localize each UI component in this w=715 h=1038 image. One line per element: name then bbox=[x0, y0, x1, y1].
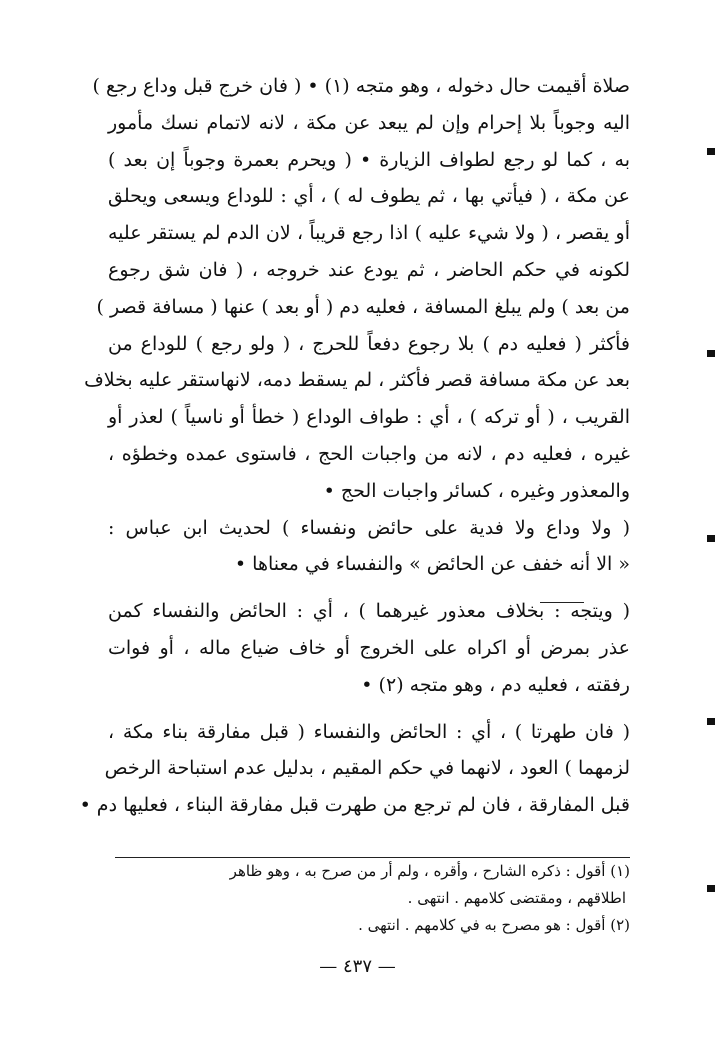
text-line: بعد عن مكة مسافة قصر فأكثر ، لم يسقط دمه، لانهاستقر عليه بخلاف bbox=[84, 369, 630, 392]
text-line: عن مكة ، ( فيأتي بها ، ثم يطوف له ) ، أي : للوداع ويسعى ويحلق bbox=[108, 185, 630, 208]
paragraph-gap bbox=[108, 704, 630, 714]
main-text bbox=[79, 68, 630, 824]
text-line: لكونه في حكم الحاضر ، ثم يودع عند خروجه ، ( فان شق رجوع bbox=[108, 258, 630, 281]
text-line: صلاة أقيمت حال دخوله ، وهو متجه (١) • ( فان خرج قبل وداع رجع ) bbox=[92, 75, 630, 97]
text-line: فأكثر ( فعليه دم ) بلا رجوع دفعاً للحرج ، ( ولو رجع ) للوداع من bbox=[108, 332, 630, 355]
text-line: من بعد ) ولم يبلغ المسافة ، فعليه دم ( أو بعد ) عنها ( مسافة قصر ) bbox=[96, 295, 630, 318]
margin-mark bbox=[707, 885, 715, 892]
margin-mark bbox=[707, 535, 715, 542]
text-line: ( ولا وداع ولا فدية على حائض ونفساء ) لحديث ابن عباس : bbox=[108, 516, 630, 539]
footnote-line: اطلاقهم ، ومقتضى كلامهم . انتهى . bbox=[407, 889, 626, 907]
text-line: القريب ، ( أو تركه ) ، أي : طواف الوداع ( خطأ أو ناسياً ) لعذر أو bbox=[108, 406, 630, 429]
footnote-line: (٢) أقول : هو مصرح به في كلامهم . انتهى . bbox=[358, 916, 630, 934]
margin-mark bbox=[707, 148, 715, 155]
text-line: ( فان طهرتا ) ، أي : الحائض والنفساء ( قبل مفارقة بناء مكة ، bbox=[108, 720, 630, 743]
text-line: والمعذور وغيره ، كسائر واجبات الحج • bbox=[323, 479, 630, 502]
text-line: عذر بمرض أو اكراه على الخروج أو خاف ضياع ماله ، أو فوات bbox=[108, 636, 630, 659]
margin-mark bbox=[707, 718, 715, 725]
text-line: قبل المفارقة ، فان لم ترجع من طهرت قبل مفارقة البناء ، فعليها دم • bbox=[79, 794, 630, 817]
text-line: غيره ، فعليه دم ، لانه من واجبات الحج ، فاستوى عمده وخطؤه ، bbox=[108, 442, 630, 465]
text-line: ( ويتجه : بخلاف معذور غيرهما ) ، أي : الحائض والنفساء كمن bbox=[108, 600, 630, 623]
text-line: اليه وجوباً بلا إحرام وإن لم يبعد عن مكة ، لانه لاتمام نسك مأمور bbox=[108, 111, 630, 134]
text-line: لزمهما ) العود ، لانهما في حكم المقيم ، بدليل عدم استباحة الرخص bbox=[104, 757, 630, 780]
page-number: — ٤٣٧ — bbox=[319, 956, 396, 977]
footnote-line: (١) أقول : ذكره الشارح ، وأقره ، ولم أر من صرح به ، وهو ظاهر bbox=[229, 862, 630, 880]
paragraph-gap bbox=[108, 583, 630, 593]
footnotes bbox=[108, 858, 630, 939]
text-line: أو يقصر ، ( ولا شيء عليه ) اذا رجع قريباً ، لان الدم لم يستقر عليه bbox=[108, 222, 630, 245]
overline-mark bbox=[540, 602, 584, 603]
margin-mark bbox=[707, 350, 715, 357]
text-line: رفقته ، فعليه دم ، وهو متجه (٢) • bbox=[361, 673, 630, 696]
text-line: « الا أنه خفف عن الحائض » والنفساء في معناها • bbox=[234, 553, 630, 576]
text-line: به ، كما لو رجع لطواف الزيارة • ( ويحرم بعمرة وجوباً إن بعد ) bbox=[108, 148, 630, 171]
